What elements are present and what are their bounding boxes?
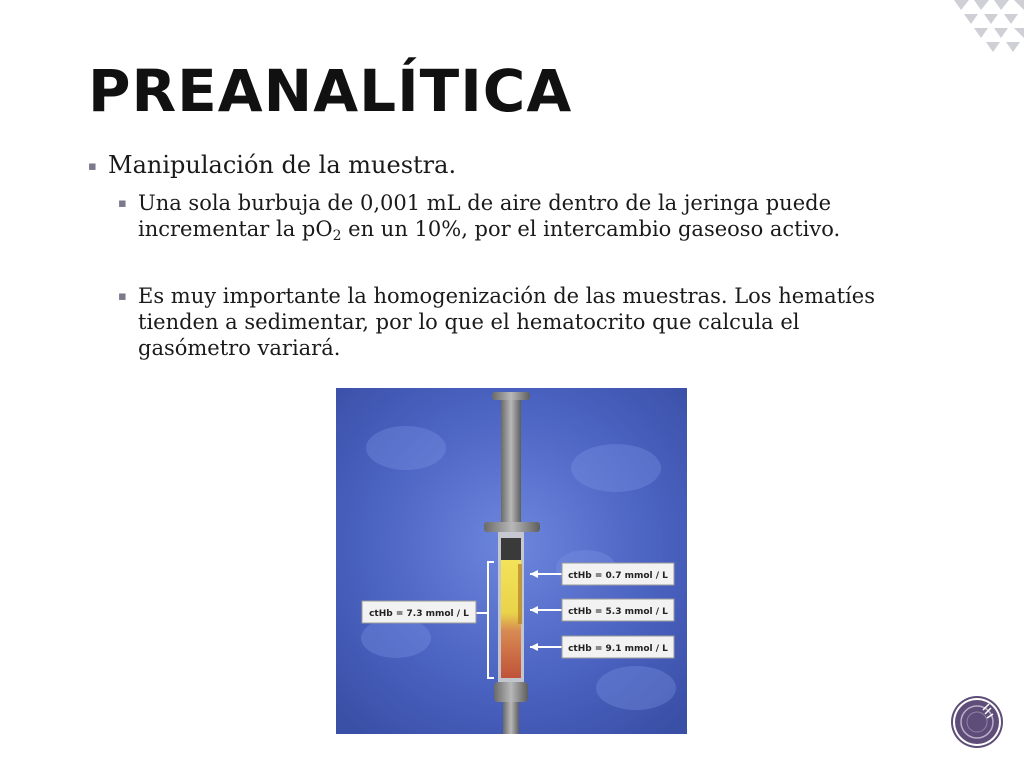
slide-title: PREANALÍTICA	[88, 57, 573, 125]
square-bullet-icon: ▪	[118, 196, 127, 211]
label-left-text: ctHb = 7.3 mmol / L	[369, 609, 469, 619]
sub-bullet-2	[118, 283, 908, 361]
sub-bullet-1	[118, 190, 908, 242]
square-bullet-icon: ▪	[88, 159, 97, 174]
sub-bullet-text	[138, 190, 908, 242]
sub-bullet-text-part: Una sola burbuja de 0,001 mL de aire dentro de la jeringa puede incrementar la pO	[138, 191, 831, 241]
label-top-text: ctHb = 0.7 mmol / L	[568, 571, 668, 581]
nav-circle-icon	[955, 700, 999, 744]
sub-bullet-text-part: en un 10%, por el intercambio gaseoso activo.	[341, 217, 841, 241]
label-bottom-text: ctHb = 9.1 mmol / L	[568, 644, 668, 654]
square-bullet-icon: ▪	[118, 289, 127, 304]
slide-nav-button[interactable]	[955, 700, 999, 744]
sub-bullet-text: Es muy importante la homogenización de las muestras. Los hematíes tienden a sedimentar, por lo que el hematocrito que calcula el gasómetro variará.	[138, 284, 875, 360]
decorative-pattern	[914, 0, 1024, 58]
subscript: 2	[332, 228, 342, 244]
label-left	[362, 601, 476, 623]
syringe-figure	[336, 388, 687, 734]
bullet-text: Manipulación de la muestra.	[108, 151, 457, 179]
label-middle-text: ctHb = 5.3 mmol / L	[568, 607, 668, 617]
